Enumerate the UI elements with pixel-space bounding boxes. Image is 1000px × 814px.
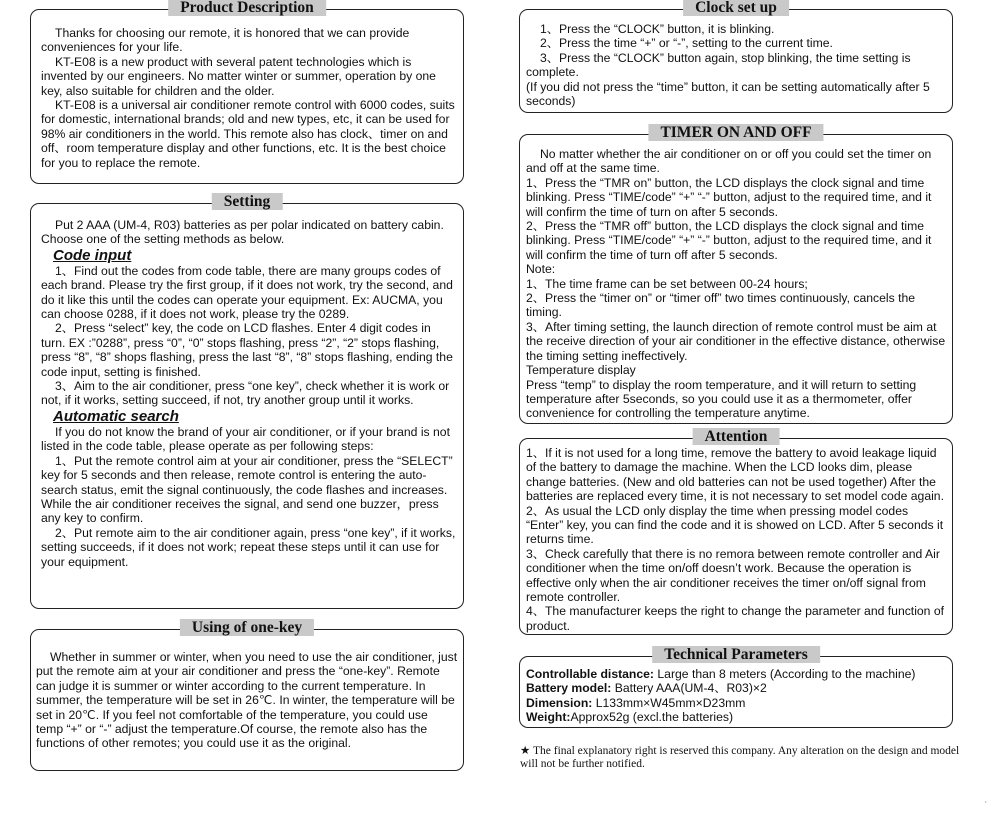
timer-note-1: 1、The time frame can be set between 00-24 hours; [526,276,808,291]
setting-panel [30,193,464,609]
timer-step-2: 2、Press the “TMR off” button, the LCD displays the clock signal and time blinking. Press “TIME/code” “+” “-” button, adjust to the required time, and it will confirm the time of turn off after 5 seconds. [526,219,932,262]
timer-note-label: Note: [526,262,556,277]
product-description-panel [30,0,464,184]
corner-mark: ' [985,800,987,809]
footer-text: The final explanatory right is reserved this company. Any alteration on the design and model will not be further notified. [520,745,960,770]
attention-item-1: 1、If it is not used for a long time, remove the battery to avoid leakage liquid of the battery to damage the machine. When the LCD looks dim, please change batteries. (New and old batteries can not be used together) After the batteries are replaced every time, it is not necessary to set model code again. [526,446,944,504]
automatic-search-heading: Automatic search [53,407,179,425]
tech-weight-label: Weight: [526,710,571,725]
tech-weight-value: Approx52g (excl.the batteries) [570,710,734,725]
product-description-title: Product Description [168,0,326,16]
code-input-step-3: 3、Aim to the air conditioner, press “one key”, check whether it is work or not, if it works, setting succeed, if not, try another group until it works. [41,379,450,408]
code-input-step-1: 1、Find out the codes from code table, there are many groups codes of each brand. Please try the first group, if it does not work, try the second, and do it like this until the codes can operate your equipment. Ex: AUCMA, you can choose 0288, if it does not work, please try the 0289. [41,263,453,322]
clock-step-3: 3、Press the “CLOCK” button again, stop blinking, the time setting is complete. [526,50,911,80]
clock-step-1: 1、Press the “CLOCK” button, it is blinking. [540,22,775,36]
tech-weight-row [526,710,948,724]
setting-intro: Put 2 AAA (UM-4, R03) batteries as per polar indicated on battery cabin. Choose one of the setting methods as below. [41,218,444,247]
tech-distance-value: Large than 8 meters (According to the machine) [654,667,916,681]
tech-battery-row [526,681,948,695]
footer-note [520,745,960,771]
temperature-display-text: Press “temp” to display the room temperature, and it will return to setting temperature after 5seconds, so you could use it as a thermometer, offer convenience for controlling the temperature anytime. [526,377,917,421]
tech-dimension-label: Dimension: [526,695,593,710]
star-icon: ★ [520,745,531,757]
setting-title: Setting [212,193,283,210]
attention-title: Attention [693,428,780,445]
timer-title: TIMER ON AND OFF [648,124,823,141]
technical-parameters-panel [519,646,953,728]
one-key-text: Whether in summer or winter, when you need to use the air conditioner, just put the remote aim at your air conditioner and press the “one-key”. Remote can judge it is summer or winter according to the current temperature. In summer, the temperature will be set in 26℃. In winter, the temperature will be set in 20℃. If you feel not comfortable of the temperature, you could use temp “+” or “-” adjust the temperature.Of course, the remote also has the functions of other remotes; you could use it as the original. [36,650,458,751]
pd-paragraph-1: Thanks for choosing our remote, it is honored that we can provide conveniences for your life. [41,26,410,55]
attention-item-2: 2、As usual the LCD only display the time when pressing model codes “Enter” key, you can find the code and it is showed on LCD. After 5 seconds it returns time. [526,503,944,547]
temperature-display-label: Temperature display [526,363,636,378]
clock-step-2: 2、Press the time “+” or “-”, setting to the current time. [540,36,833,51]
timer-intro: No matter whether the air conditioner on or off you could set the timer on and off at the same time. [526,147,932,176]
code-input-heading: Code input [53,246,132,264]
pd-paragraph-3: KT-E08 is a universal air conditioner remote control with 6000 codes, suits for domestic, international brands; old and new types, etc, it can be used for 98% air conditioners in the world. This remote also has clock、timer on and off、room temperature display and other functions, etc. It is the best choice for you to replace the remote. [41,98,455,170]
clock-panel [519,0,953,113]
attention-panel [519,428,953,635]
auto-search-step-2: 2、Put remote aim to the air conditioner again, press “one key”, if it works, setting succeeds, if it does not work; repeat these steps until it can use for your equipment. [41,525,456,569]
timer-note-3: 3、After timing setting, the launch direction of remote control must be aim at the receive direction of your air conditioner in the effective distance, otherwise the timing setting ineffectively. [526,319,946,363]
tech-distance-label: Controllable distance: [526,667,654,681]
tech-battery-label: Battery model: [526,681,612,696]
tech-dimension-value: L133mm×W45mm×D23mm [592,695,746,710]
tech-distance-row [526,667,948,681]
auto-search-step-1: 1、Put the remote control aim at your air conditioner, press the “SELECT” key for 5 seconds and then release, remote control is entering the auto-search status, emit the signal continuously, the code flashes and increases. While the air conditioner receives the signal, and send one buzzer，press any key to confirm. [41,453,453,526]
one-key-panel [30,619,464,771]
code-input-step-2: 2、Press “select” key, the code on LCD flashes. Enter 4 digit codes in turn. EX :”0288”, press “0”, “0” stops flashing, press “2”, “2” stops flashing, press “8”, “8” shops flashing, press the last “8”, “8” stops flashing, ending the code input, setting is finished. [41,321,453,379]
auto-search-intro: If you do not know the brand of your air conditioner, or if your brand is not listed in the code table, please operate as per following steps: [41,424,450,454]
timer-step-1: 1、Press the “TMR on” button, the LCD displays the clock signal and time blinking. Press “TIME/code” “+” “-” button, adjust to the required time, and it will confirm the time of turn on after 5 seconds. [526,175,932,219]
attention-item-4: 4、The manufacturer keeps the right to change the parameter and function of product. [526,604,945,633]
clock-note: (If you did not press the “time” button, it can be setting automatically after 5 seconds) [526,79,930,109]
tech-dimension-row [526,696,948,710]
technical-parameters-title: Technical Parameters [652,646,820,663]
timer-panel [519,124,953,424]
one-key-title: Using of one-key [180,619,314,636]
tech-battery-value: Battery AAA(UM-4、R03)×2 [611,681,767,696]
pd-paragraph-2: KT-E08 is a new product with several patent technologies which is invented by our engineers. No matter winter or summer, operation by one key, also suitable for children and the older. [41,54,436,98]
attention-item-3: 3、Check carefully that there is no remora between remote controller and Air conditioner when the time on/off doesn’t work. Because the operation is effective only when the air conditioner receives the timer on/off signal from remote controller. [526,546,940,605]
timer-note-2: 2、Press the “timer on” or “timer off” two times continuously, cancels the timing. [526,291,916,320]
clock-title: Clock set up [683,0,789,16]
